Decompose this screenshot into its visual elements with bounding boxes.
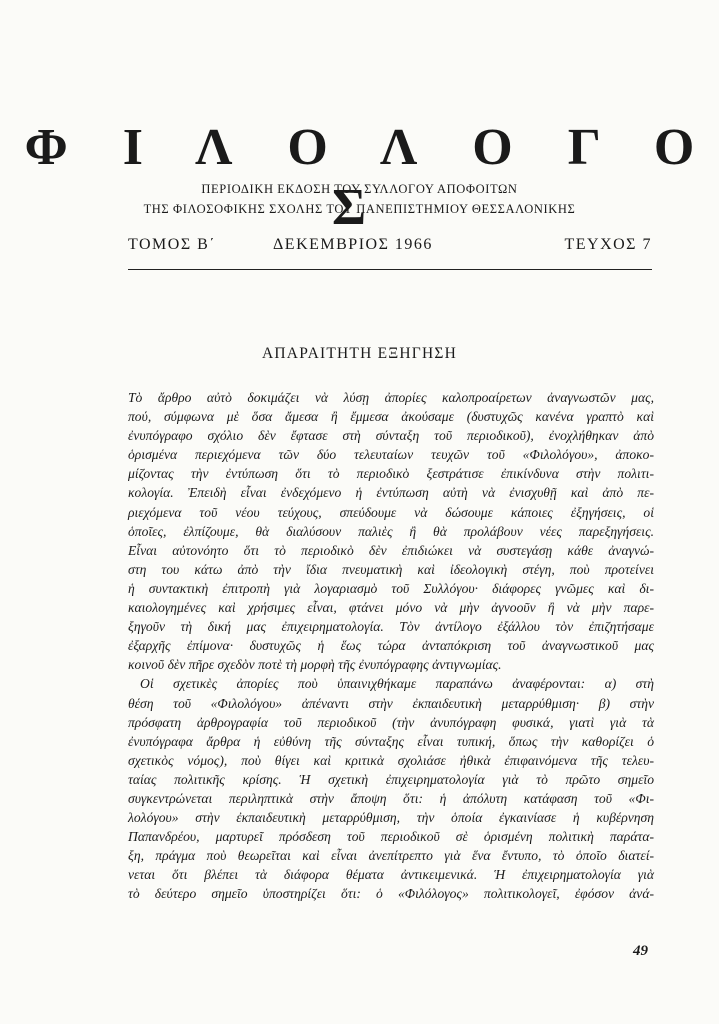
article-line: Οἱ σχετικὲς ἀπορίες ποὺ ὑπαινιχθήκαμε παραπάνω ἀναφέρονται: α) στὴ [140,676,654,692]
article-line: ἐνυπόγραφα ἄρθρα ἡ εὐθύνη τῆς σύνταξης εἶναι τυπική, ὅπως τὴν καθορίζει ὁ [128,733,654,749]
article-body [128,388,654,904]
article-line: Παπανδρέου, μαρτυρεῖ πρόσδεση τοῦ περιοδικοῦ σὲ ὁρισμένη πολιτικὴ παράτα- [128,829,654,845]
article-line: ἐξαρχῆς ἐπίμονα· δυστυχῶς ἡ ἕως τώρα ἀνταπόκριση τοῦ ἀναγνωστικοῦ μας [128,638,654,654]
volume-label: ΤΟΜΟΣ Β΄ [128,236,217,253]
article-line: θέση τοῦ «Φιλολόγου» ἀπέναντι στὴν ἐκπαιδευτικὴ μεταρρύθμιση· β) στὴν [128,695,654,711]
article-line: κολογία. Ἐπειδὴ εἶναι ἐνδεχόμενο ἡ ἐντύπωση αὐτὴ νὰ ἐνισχυθῇ καὶ ἀπὸ πε- [128,485,654,501]
article-line: Τὸ ἄρθρο αὐτὸ δοκιμάζει νὰ λύσῃ ἀπορίες καλοπροαίρετων ἀναγνωστῶν μας, [128,390,654,405]
article-line: καιολογημένες καὶ χρήσιμες εἶναι, φτάνει μόνο νὰ μὴν ἀγνοοῦν ἢ νὰ μὴν παρε- [128,600,654,616]
article-line: ὁρισμένα περιεχόμενα τῶν δύο τελευταίων τευχῶν τοῦ «Φιλολόγου», ἀποκο- [128,447,654,463]
article-line: ἡ συντακτικὴ ἐπιτροπὴ γιὰ λογαριασμὸ τοῦ Συλλόγου· διάφορες γνῶμες καὶ δι- [128,580,654,596]
publisher-line-2: ΤΗΣ ΦΙΛΟΣΟΦΙΚΗΣ ΣΧΟΛΗΣ ΤΟΥ ΠΑΝΕΠΙΣΤΗΜΙΟΥ ΘΕΣΣΑΛΟΝΙΚΗΣ [143,202,576,216]
article-line: κοινοῦ δὲν πῆρε σχεδὸν ποτὲ τὴ μορφὴ τῆς ἐνυπόγραφης ἀντιγνωμίας. [128,657,502,673]
article-line: Εἶναι αὐτονόητο ὅτι τὸ περιοδικὸ δὲν ἐπιδιώκει νὰ συστεγάσῃ κάθε ἀναγνώ- [128,542,654,558]
page-number: 49 [633,943,648,959]
issue-date: ΔΕΚΕΜΒΡΙΟΣ 1966 [273,236,433,253]
article-line: μίζοντας τὴν ἐντύπωση ὅτι τὸ περιοδικὸ ξεστράτισε ἐπικίνδυνα στὴν πολιτι- [128,466,654,482]
article-line: λολόγου» στὴν ἐκπαιδευτικὴ μεταρρύθμιση, τὴν ὁποία ἐγκαινίασε ἡ κυβέρνηση [128,810,654,826]
article-line: πρόσφατη ἀρθρογραφία τοῦ περιοδικοῦ (τὴν ἀνυπόγραφη φυσικά, γιατὶ γιὰ τὰ [128,714,654,730]
article-line: τὸ δεύτερο σημεῖο ὑποστηρίζει ὅτι: ὁ «Φιλόλογος» πολιτικολογεῖ, ἐφόσον ἀνά- [128,886,654,902]
article-heading: ΑΠΑΡΑΙΤΗΤΗ ΕΞΗΓΗΣΗ [262,345,457,362]
article-line: ριεχόμενα τοῦ νέου τεύχους, σπεύδουμε νὰ δώσουμε κάποιες ἐξηγήσεις, οἱ [128,504,654,520]
article-line: ξηγοῦν τὴ δική μας ἐπιχειρηματολογία. Τὸν ἀντίλογο ἐξάλλου τὸν ἐπιζητήσαμε [128,619,654,635]
article-line: συγκεντρώνεται περιληπτικὰ στὴν ἄποψη ὅτι: ἡ ἀπόλυτη κατάφαση τοῦ «Φι- [128,790,654,806]
article-line: ἐνυπόγραφο σχόλιο δὲν ἔφτασε στὴ σύνταξη τοῦ περιοδικοῦ), ἐνοχλήθηκαν ἀπὸ [128,428,654,444]
article-line: στη του κάτω ἀπὸ τὴν ἴδια πνευματικὴ καὶ ἰδεολογικὴ στέγη, ποὺ προτείνει [128,561,654,577]
article-line: ξη, πράγμα ποὺ θεωρεῖται καὶ εἶναι ἀνεπίτρεπτο γιὰ ἕνα ἔντυπο, τὸ ὁποῖο διατεί- [128,848,654,864]
article-line: ὁποῖες, ἐλπίζουμε, θὰ διαλύσουν παλιὲς ἢ θὰ προλάβουν νέες παρεξηγήσεις. [128,523,654,539]
article-line: σχετικὸς νόμος), ποὺ θίγει καὶ κριτικὰ σχολιάσε ἠθικὰ ἐπιφαινόμενα τῆς τελευ- [128,752,654,768]
article-line: ταίας πολιτικῆς κρίσης. Ἡ σχετικὴ ἐπιχειρηματολογία γιὰ τὸ πρῶτο σημεῖο [128,771,654,787]
article-line: πού, σύμφωνα μὲ ὅσα ἄμεσα ἢ ἔμμεσα ἀκούσαμε (δυστυχῶς κανένα γραπτὸ καὶ [128,409,654,425]
journal-title: Φ Ι Λ Ο Λ Ο Γ Ο Σ [24,119,716,236]
article-line: νεται ὅτι βλέπει τὰ διάφορα θέματα ἀντικειμενικά. Ἡ ἐπιχειρηματολογία γιὰ [128,867,654,883]
header-divider [128,269,652,270]
issue-number: ΤΕΥΧΟΣ 7 [564,236,652,253]
publisher-line-1: ΠΕΡΙΟΔΙΚΗ ΕΚΔΟΣΗ ΤΟΥ ΣΥΛΛΟΓΟΥ ΑΠΟΦΟΙΤΩΝ [201,182,518,196]
